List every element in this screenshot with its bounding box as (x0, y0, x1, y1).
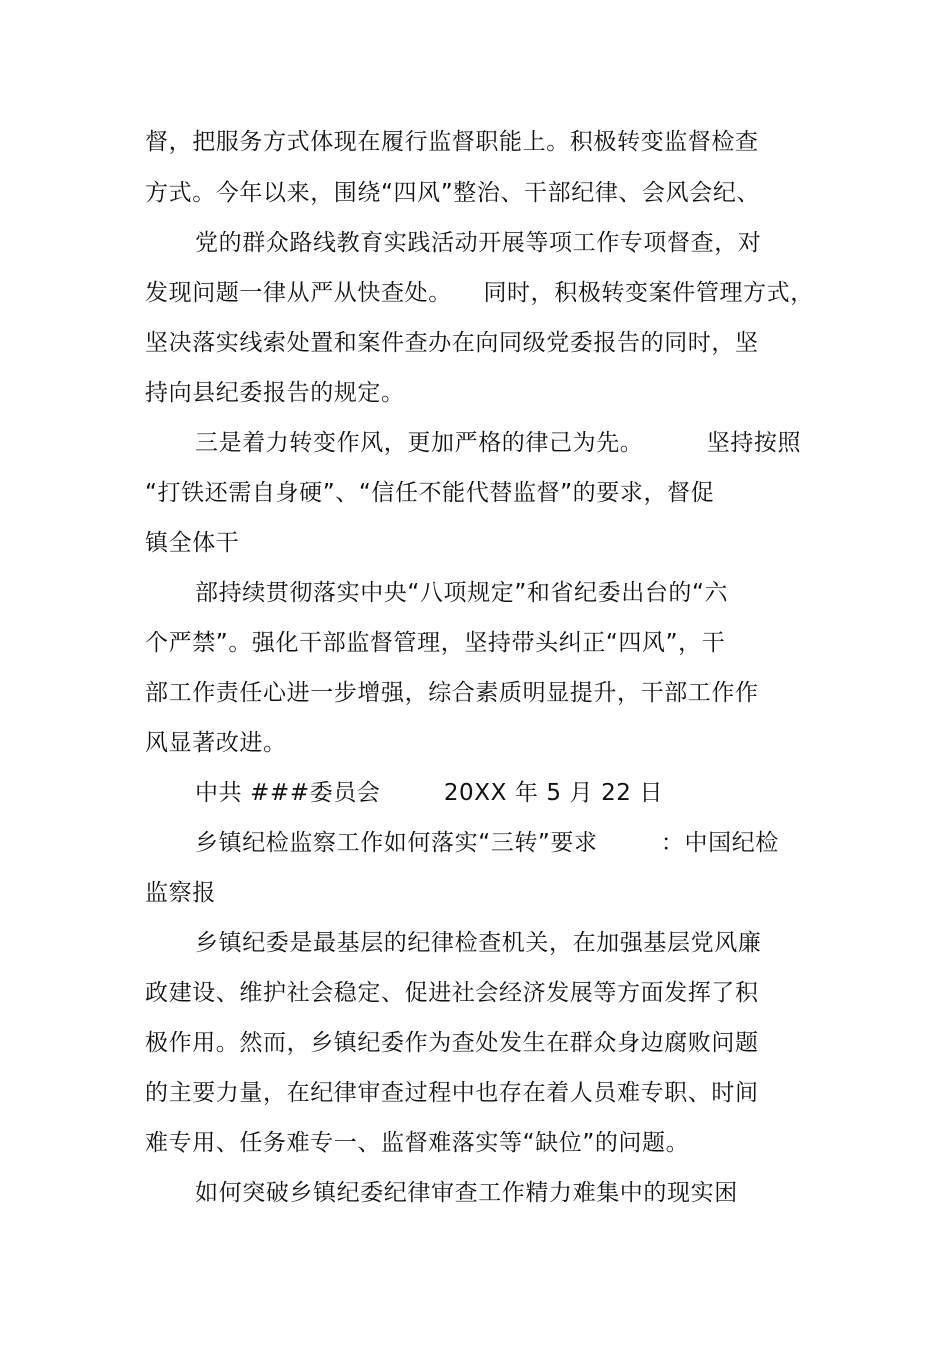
text-line: “打铁还需自身硬”、“信任不能代替监督”的要求，督促 (145, 480, 715, 506)
text-line: 风显著改进。 (145, 730, 287, 756)
text-line: 发现问题一律从严从快查处。 同时，积极转变案件管理方式， (145, 280, 814, 306)
text-line: 持向县纪委报告的规定。 (145, 380, 405, 406)
article-title-line: 监察报 (145, 880, 216, 906)
text-line: 的主要力量，在纪律审查过程中也存在着人员难专职、时间 (145, 1080, 759, 1106)
text-line: 坚决落实线索处置和案件查办在向同级党委报告的同时，坚 (145, 330, 759, 356)
text-line: 督，把服务方式体现在履行监督职能上。积极转变监督检查 (145, 129, 759, 155)
text-line: 党的群众路线教育实践活动开展等项工作专项督查，对 (195, 230, 762, 256)
text-line: 镇全体干 (145, 530, 240, 556)
signature-line: 中共 ###委员会 20XX 年 5 月 22 日 (195, 780, 664, 806)
text-line: 如何突破乡镇纪委纪律审查工作精力难集中的现实困 (195, 1180, 738, 1206)
article-title-line: 乡镇纪检监察工作如何落实“三转”要求 ：中国纪检 (195, 830, 779, 856)
text-line: 个严禁”。强化干部监督管理，坚持带头纠正“四风”，干 (145, 630, 726, 656)
text-line: 难专用、任务难专一、监督难落实等“缺位”的问题。 (145, 1130, 690, 1156)
text-line: 乡镇纪委是最基层的纪律检查机关，在加强基层党风廉 (195, 930, 762, 956)
text-line: 极作用。然而，乡镇纪委作为查处发生在群众身边腐败问题 (145, 1030, 759, 1056)
text-line: 政建设、维护社会稳定、促进社会经济发展等方面发挥了积 (145, 980, 759, 1006)
text-line: 部工作责任心进一步增强，综合素质明显提升，干部工作作 (145, 680, 759, 706)
text-line: 三是着力转变作风，更加严格的律己为先。 坚持按照 (195, 430, 802, 456)
text-line: 部持续贯彻落实中央“八项规定”和省纪委出台的“六 (195, 580, 729, 606)
text-line: 方式。今年以来，围绕“四风”整治、干部纪律、会风会纪、 (145, 180, 761, 206)
